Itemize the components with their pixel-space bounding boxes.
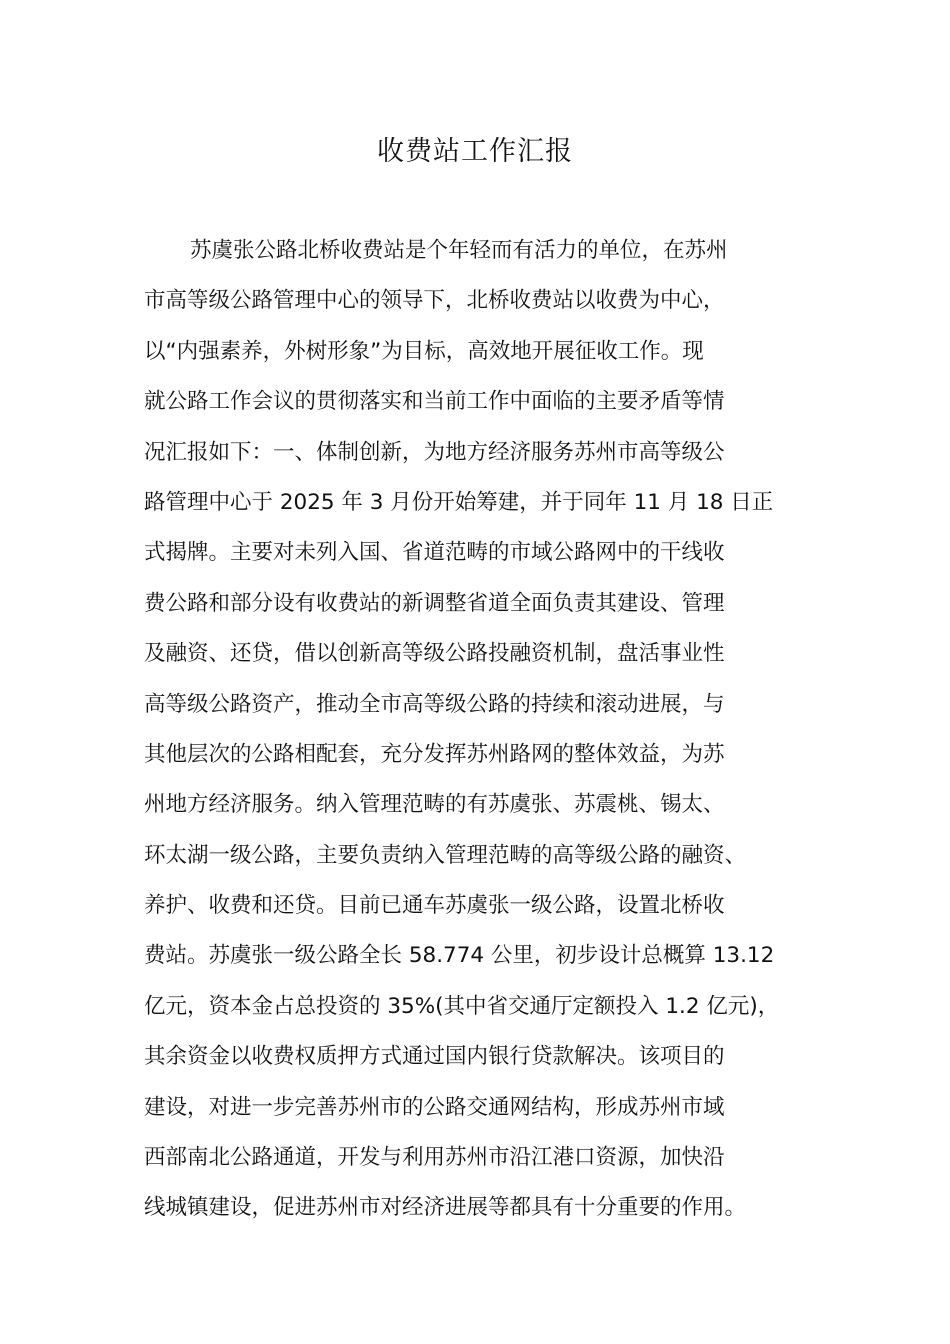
paragraph-line: 况汇报如下：一、体制创新，为地方经济服务苏州市高等级公 (144, 439, 725, 465)
paragraph-line: 线城镇建设，促进苏州市对经济进展等都具有十分重要的作用。 (144, 1195, 747, 1221)
paragraph-line: 苏虞张公路北桥收费站是个年轻而有活力的单位，在苏州 (190, 238, 728, 263)
paragraph-line: 就公路工作会议的贯彻落实和当前工作中面临的主要矛盾等情 (144, 389, 725, 415)
paragraph-line: 费公路和部分设有收费站的新调整省道全面负责其建设、管理 (144, 590, 725, 616)
paragraph-line: 市高等级公路管理中心的领导下，北桥收费站以收费为中心， (144, 288, 725, 314)
document-title: 收费站工作汇报 (377, 136, 573, 167)
paragraph-line: 州地方经济服务。纳入管理范畴的有苏虞张、苏震桃、锡太、 (144, 792, 725, 818)
paragraph-line: 高等级公路资产，推动全市高等级公路的持续和滚动进展，与 (144, 691, 725, 717)
paragraph-line: 及融资、还贷，借以创新高等级公路投融资机制，盘活事业性 (144, 641, 725, 667)
paragraph-line: 式揭牌。主要对未列入国、省道范畴的市域公路网中的干线收 (144, 540, 725, 566)
paragraph-line: 养护、收费和还贷。目前已通车苏虞张一级公路，设置北桥收 (144, 893, 725, 919)
paragraph-line: 建设，对进一步完善苏州市的公路交通网结构，形成苏州市域 (144, 1094, 725, 1120)
paragraph-line: 西部南北公路通道，开发与利用苏州市沿江港口资源，加快沿 (144, 1145, 725, 1171)
paragraph-line: 费站。苏虞张一级公路全长 58.774 公里，初步设计总概算 13.12 (144, 943, 775, 969)
document-body (144, 226, 834, 1234)
paragraph-line: 亿元，资本金占总投资的 35%(其中省交通厅定额投入 1.2 亿元)， (144, 993, 780, 1019)
paragraph-line: 路管理中心于 2025 年 3 月份开始筹建，并于同年 11 月 18 日正 (144, 489, 774, 515)
paragraph-line: 其余资金以收费权质押方式通过国内银行贷款解决。该项目的 (144, 1044, 725, 1070)
paragraph-line: 环太湖一级公路，主要负责纳入管理范畴的高等级公路的融资、 (144, 842, 747, 868)
paragraph-line: 其他层次的公路相配套，充分发挥苏州路网的整体效益，为苏 (144, 741, 725, 767)
paragraph-line: 以“内强素养，外树形象”为目标，高效地开展征收工作。现 (144, 338, 704, 364)
